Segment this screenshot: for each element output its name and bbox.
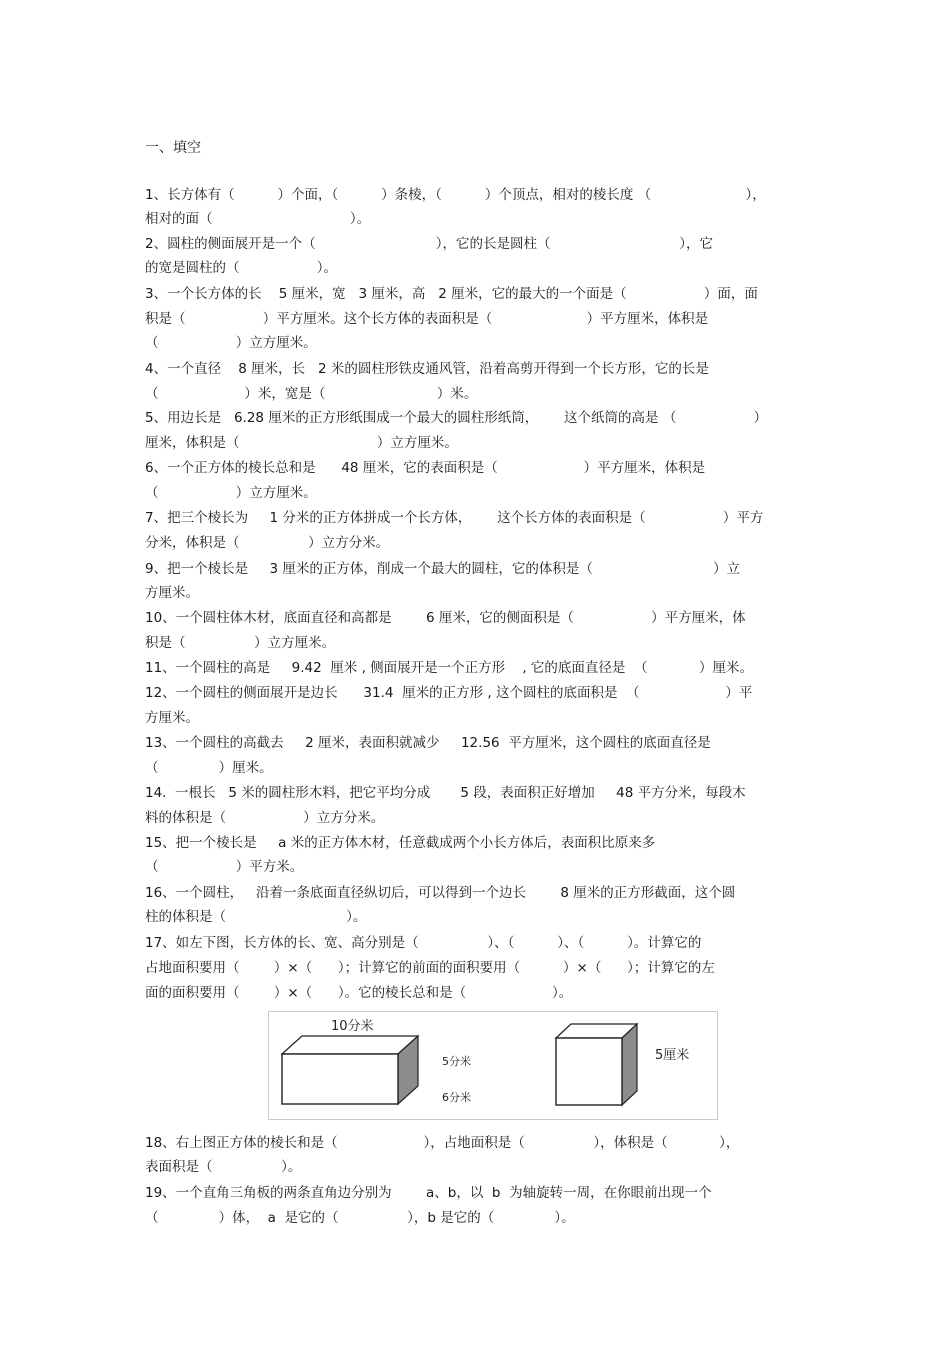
cuboid-height-label: 6分米 bbox=[442, 1091, 471, 1104]
question-line: 17、如左下图，长方体的长、宽、高分别是（ ）、（ ）、（ ）。计算它的 bbox=[145, 935, 702, 951]
cuboid-length-label: 10分米 bbox=[331, 1019, 374, 1034]
question-line: 12、一个圆柱的侧面展开是边长 31.4 厘米的正方形 , 这个圆柱的底面积是 （ ）平 bbox=[145, 685, 753, 701]
cube-front-face bbox=[556, 1038, 622, 1105]
question-line: 方厘米。 bbox=[145, 585, 199, 601]
question-line: 4、一个直径 8 厘米，长 2 米的圆柱形铁皮通风管，沿着高剪开得到一个长方形，它的长是 bbox=[145, 361, 709, 377]
question-line: 13、一个圆柱的高截去 2 厘米，表面积就减少 12.56 平方厘米，这个圆柱的底面直径是 bbox=[145, 735, 711, 751]
question-line: （ ）米，宽是（ ）米。 bbox=[145, 386, 478, 402]
cuboid-top-face bbox=[282, 1036, 418, 1054]
cuboid-front-face bbox=[282, 1054, 398, 1104]
question-line: （ ）厘米。 bbox=[145, 760, 273, 776]
question-line: 10、一个圆柱体木材，底面直径和高都是 6 厘米，它的侧面积是（ ）平方厘米，体 bbox=[145, 610, 746, 626]
question-line: 厘米，体积是（ ）立方厘米。 bbox=[145, 435, 458, 451]
question-line: 18、右上图正方体的棱长和是（ ），占地面积是（ ），体积是（ ）， bbox=[145, 1135, 740, 1151]
question-line: 相对的面（ ）。 bbox=[145, 211, 371, 227]
question-line: （ ）体， a 是它的（ ），b 是它的（ ）。 bbox=[145, 1210, 575, 1226]
question-line: 方厘米。 bbox=[145, 710, 199, 726]
question-line: 面的面积要用（ ）×（ ）。它的棱长总和是（ ）。 bbox=[145, 985, 573, 1001]
question-line: 19、一个直角三角板的两条直角边分别为 a、b，以 b 为轴旋转一周，在你眼前出现一个 bbox=[145, 1185, 712, 1201]
cuboid-width-label: 5分米 bbox=[442, 1055, 471, 1068]
question-line: （ ）立方厘米。 bbox=[145, 485, 317, 501]
cube-edge-label: 5厘米 bbox=[655, 1048, 690, 1063]
section-title: 一、填空 bbox=[145, 140, 201, 156]
question-line: 7、把三个棱长为 1 分米的正方体拼成一个长方体， 这个长方体的表面积是（ ）平方 bbox=[145, 510, 764, 526]
question-line: 16、一个圆柱， 沿着一条底面直径纵切后，可以得到一个边长 8 厘米的正方形截面，这个圆 bbox=[145, 885, 736, 901]
question-line: 分米，体积是（ ）立方分米。 bbox=[145, 535, 390, 551]
question-line: 11、一个圆柱的高是 9.42 厘米 , 侧面展开是一个正方形 , 它的底面直径是 （ ）厘米。 bbox=[145, 660, 753, 676]
question-line: 料的体积是（ ）立方分米。 bbox=[145, 810, 385, 826]
question-line: 的宽是圆柱的（ ）。 bbox=[145, 260, 337, 276]
question-line: 15、把一个棱长是 a 米的正方体木材，任意截成两个小长方体后，表面积比原来多 bbox=[145, 835, 656, 851]
question-line: 1、长方体有（ ）个面，（ ）条棱，（ ）个顶点，相对的棱长度 （ ）， bbox=[145, 187, 766, 203]
question-line: 2、圆柱的侧面展开是一个（ ），它的长是圆柱（ ），它 bbox=[145, 236, 713, 252]
cube-side-face bbox=[622, 1024, 637, 1105]
question-line: 14. 一根长 5 米的圆柱形木料，把它平均分成 5 段，表面积正好增加 48 平方分米，每段木 bbox=[145, 785, 746, 801]
question-line: 5、用边长是 6.28 厘米的正方形纸围成一个最大的圆柱形纸筒， 这个纸筒的高是 （ ） bbox=[145, 410, 768, 426]
question-line: （ ）平方米。 bbox=[145, 859, 304, 875]
question-line: 积是（ ）立方厘米。 bbox=[145, 635, 336, 651]
question-line: 柱的体积是（ ）。 bbox=[145, 909, 367, 925]
question-line: 占地面积要用（ ）×（ ）；计算它的前面的面积要用（ ）×（ ）；计算它的左 bbox=[145, 960, 715, 976]
question-line: 积是（ ）平方厘米。这个长方体的表面积是（ ）平方厘米，体积是 bbox=[145, 311, 709, 327]
question-line: （ ）立方厘米。 bbox=[145, 335, 317, 351]
question-line: 9、把一个棱长是 3 厘米的正方体，削成一个最大的圆柱，它的体积是（ ）立 bbox=[145, 561, 741, 577]
question-line: 3、一个长方体的长 5 厘米，宽 3 厘米，高 2 厘米，它的最大的一个面是（ ）面，面 bbox=[145, 286, 758, 302]
question-line: 表面积是（ ）。 bbox=[145, 1159, 302, 1175]
solids-figure bbox=[268, 1011, 718, 1120]
question-line: 6、一个正方体的棱长总和是 48 厘米，它的表面积是（ ）平方厘米，体积是 bbox=[145, 460, 706, 476]
